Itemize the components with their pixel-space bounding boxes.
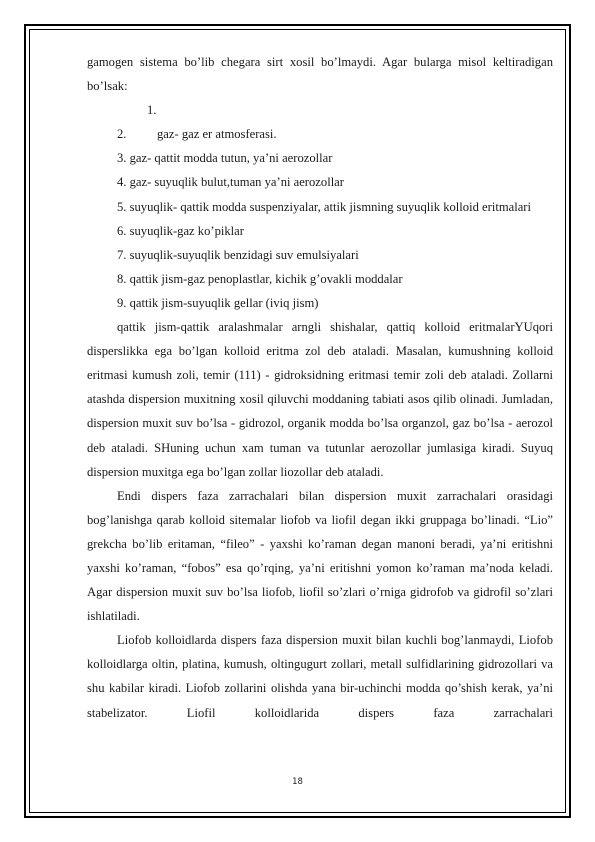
list-item: 3. gaz- qattit modda tutun, ya’ni aerozollar xyxy=(117,151,333,166)
list-item xyxy=(87,98,553,146)
list-item: 6. suyuqlik-gaz ko’piklar xyxy=(117,223,244,238)
paragraph: Endi dispers faza zarrachalari bilan dispersion muxit zarrachalari orasidagi bog’lanishga qarab kolloid sitemalar liofob va liofil degan ikki gruppaga bo’linadi. “Lio” grekcha bo’lib eritaman, “fileo” - yaxshi ko’raman degan manoni beradi, ya’ni eritishni yaxshi ko’raman, “fobos” esa qo’rqing, ya’ni eritishni yomon ko’raman ma’noda keladi. Agar dispersion muxit suv bo’lsa liofob, liofil so’zlari o’rniga gidrofob va gidrofil so’zlari ishlatiladi. xyxy=(87,488,553,624)
page-number: 18 xyxy=(292,777,303,787)
list-item-text: gaz- gaz er atmosferasi. xyxy=(157,127,277,142)
list-item: 7. suyuqlik-suyuqlik benzidagi suv emulsiyalari xyxy=(117,247,359,262)
list-number: 1. 2. xyxy=(117,103,157,142)
paragraph: qattik jism-qattik aralashmalar arngli shishalar, qattiq kolloid eritmalarYUqori disperslikka ega bo’lgan kolloid eritma zol deb ataladi. Masalan, kumushning kolloid eritmasi kumush zoli, temir (111) - gidroksidning eritmasi temir zoli deb ataladi. Zollarni atashda dispersion muxitning xosil qiluvchi moddaning tabiati asos qilib olinadi. Jumladan, dispersion muxit suv bo’lsa - gidrozol, organik modda bo’lsa organzol, gaz bo’lsa - aerozol deb ataladi. SHuning uchun xam tuman va tutunlar aerozollar jumlasiga kiradi. Suyuq dispersion muxitga ega bo’lgan zollar liozollar deb ataladi. xyxy=(87,320,553,479)
paragraph: gamogen sistema bo’lib chegara sirt xosil bo’lmaydi. Agar bularga misol keltiradigan bo’lsak: xyxy=(87,55,553,94)
list-item: 8. qattik jism-gaz penoplastlar, kichik g’ovakli moddalar xyxy=(117,271,403,286)
list-item: 9. qattik jism-suyuqlik gellar (iviq jism) xyxy=(117,295,319,310)
list-item: 4. gaz- suyuqlik bulut,tuman ya’ni aerozollar xyxy=(117,175,344,190)
list-item: 5. suyuqlik- qattik modda suspenziyalar, attik jismning suyuqlik kolloid eritmalari xyxy=(117,199,531,214)
document-body xyxy=(87,50,553,725)
paragraph: Liofob kolloidlarda dispers faza dispersion muxit bilan kuchli bog’lanmaydi, Liofob kolloidlarga oltin, platina, kumush, oltingugurt zollari, metall sulfidlarining gidrozollari va shu kabilar kiradi. Liofob zollarini olishda yana bir-uchinchi modda qo’shish kerak, ya’ni stabelizator. Liofil kolloidlarida dispers faza zarrachalari xyxy=(87,633,553,720)
